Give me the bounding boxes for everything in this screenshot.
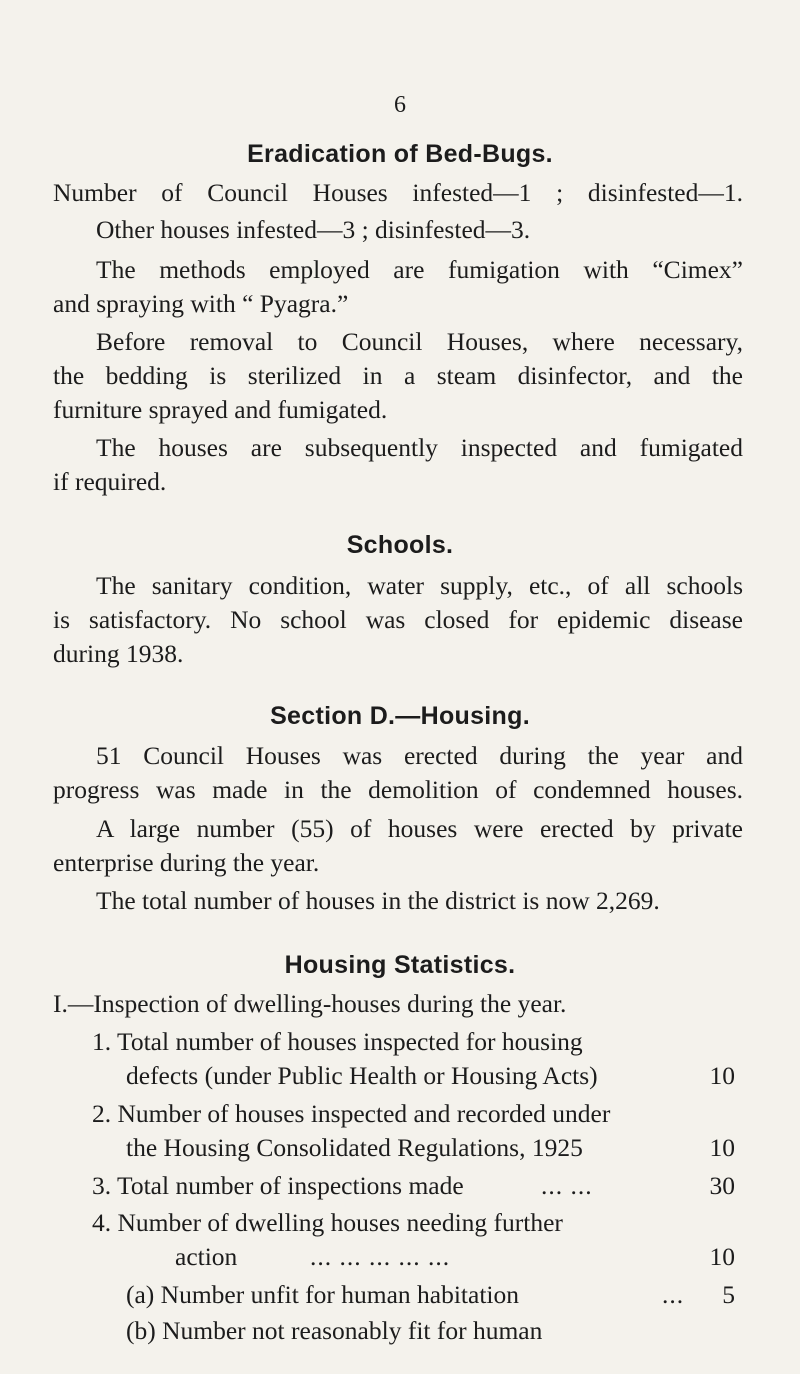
stat-item-4a-dots: ... (662, 1280, 685, 1309)
schools-line-2: is satisfactory. No school was closed for epidemic disease (53, 605, 743, 634)
bedbugs-para2-line-2: and spraying with “ Pyagra.” (53, 289, 349, 318)
stat-item-4-dots: ... ... ... ... ... (310, 1242, 451, 1271)
schools-heading: Schools. (346, 531, 454, 559)
bedbugs-para3-line-2: the bedding is sterilized in a steam disinfector, and the (53, 361, 743, 390)
stat-item-3-line-1: 3. Total number of inspections made (92, 1171, 464, 1200)
bedbugs-para4-line-2: if required. (53, 467, 167, 496)
page-number: 6 (394, 92, 406, 118)
stat-item-4-line-1: 4. Number of dwelling houses needing further (92, 1208, 563, 1237)
stat-item-1-value: 10 (709, 1061, 735, 1090)
housing-p1-line-1: 51 Council Houses was erected during the year and (96, 741, 743, 770)
stat-item-3-dots: ... ... (541, 1171, 593, 1200)
stat-item-4-line-2: action (175, 1242, 238, 1271)
bedbugs-line-1: Number of Council Houses infested—1 ; disinfested—1. (53, 178, 743, 207)
stat-item-1-line-1: 1. Total number of houses inspected for housing (92, 1027, 583, 1056)
housing-p2-line-2: enterprise during the year. (53, 848, 320, 877)
stat-item-2-line-2: the Housing Consolidated Regulations, 1925 (126, 1133, 583, 1162)
schools-line-3: during 1938. (53, 639, 184, 668)
stat-item-4a-value: 5 (722, 1280, 735, 1309)
statistics-part1-title: I.—Inspection of dwelling-houses during the year. (53, 989, 567, 1018)
housing-p1-line-2: progress was made in the demolition of condemned houses. (53, 775, 743, 804)
stat-item-4a-line-1: (a) Number unfit for human habitation (126, 1280, 520, 1309)
bedbugs-para4-line-1: The houses are subsequently inspected and fumigated (96, 433, 743, 462)
bedbugs-para3-line-3: furniture sprayed and fumigated. (53, 395, 388, 424)
bedbugs-para3-line-1: Before removal to Council Houses, where necessary, (96, 327, 743, 356)
stat-item-2-value: 10 (709, 1133, 735, 1162)
stat-item-3-value: 30 (709, 1171, 735, 1200)
stat-item-4-value: 10 (709, 1242, 735, 1271)
bedbugs-line-2: Other houses infested—3 ; disinfested—3. (96, 215, 531, 244)
stat-item-4b-line-1: (b) Number not reasonably fit for human (126, 1316, 543, 1345)
schools-line-1: The sanitary condition, water supply, etc., of all schools (96, 571, 743, 600)
stat-item-1-line-2: defects (under Public Health or Housing Acts) (126, 1061, 598, 1090)
statistics-heading: Housing Statistics. (284, 951, 516, 979)
housing-p2-line-1: A large number (55) of houses were erected by private (96, 814, 743, 843)
housing-p3-line-1: The total number of houses in the district is now 2,269. (96, 886, 660, 915)
housing-heading: Section D.—Housing. (270, 702, 530, 730)
stat-item-2-line-1: 2. Number of houses inspected and recorded under (92, 1099, 611, 1128)
bedbugs-heading: Eradication of Bed-Bugs. (247, 140, 553, 168)
bedbugs-para2-line-1: The methods employed are fumigation with “Cimex” (96, 255, 743, 284)
